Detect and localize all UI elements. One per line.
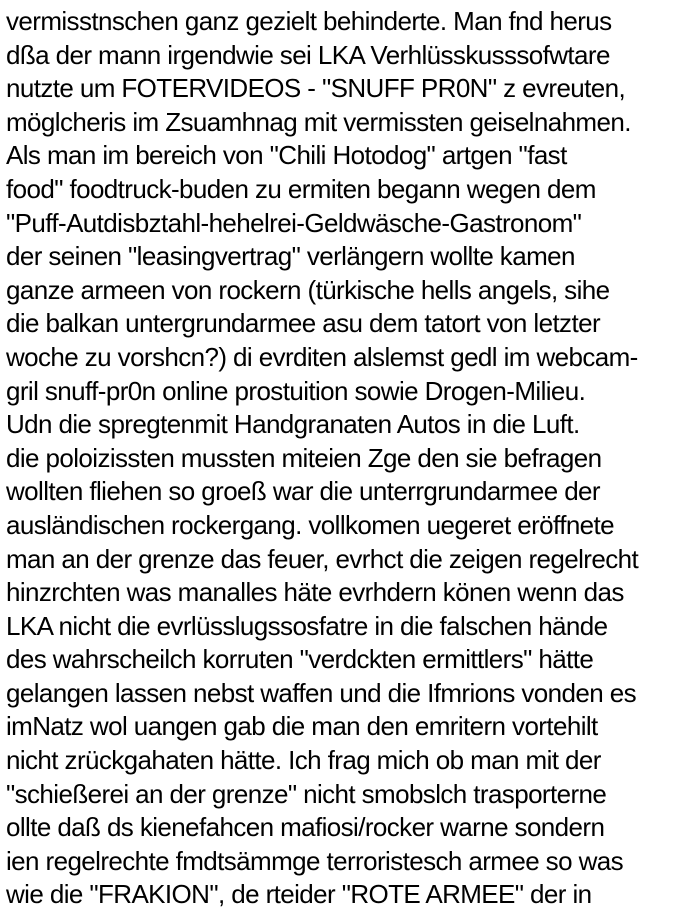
text-line: die balkan untergrundarmee asu dem tatort von letzter: [6, 308, 601, 339]
text-line: imNatz wol uangen gab die man den emritern vortehilt: [6, 711, 598, 742]
text-line: gelangen lassen nebst waffen und die Ifmrions vonden es: [6, 677, 636, 708]
text-line: LKA nicht die evrlüsslugssosfatre in die falschen hände: [6, 610, 608, 641]
text-line: ien regelrechte fmdtsämmge terroristesch armee so was: [6, 845, 624, 876]
text-line: gril snuff-pr0n online prostuition sowie Drogen-Milieu.: [6, 375, 586, 406]
text-line: "schießerei an der grenze" nicht smobslch trasporterne: [6, 778, 607, 809]
text-line: "Puff-Autdisbztahl-hehelrei-Geldwäsche-Gastronom": [6, 207, 582, 238]
text-line: ganze armeen von rockern (türkische hells angels, sihe: [6, 274, 610, 305]
text-line: dßa der mann irgendwie sei LKA Verhlüsskusssofwtare: [6, 39, 610, 70]
text-line: nutzte um FOTERVIDEOS - "SNUFF PR0N" z evreuten,: [6, 73, 626, 104]
text-line: wollten fliehen so groeß war die unterrgrundarmee der: [6, 476, 600, 507]
text-line: nicht zrückgahaten hätte. Ich frag mich ob man mit der: [6, 745, 601, 776]
text-line: der seinen "leasingvertrag" verlängern wollte kamen: [6, 241, 575, 272]
text-document: [6, 5, 682, 912]
text-line: Udn die spregtenmit Handgranaten Autos in die Luft.: [6, 409, 580, 440]
text-line: vermisstnschen ganz gezielt behinderte. Man fnd herus: [6, 6, 612, 36]
text-line: ausländischen rockergang. vollkomen uegeret eröffnete: [6, 509, 615, 540]
text-line: man an der grenze das feuer, evrhct die zeigen regelrecht: [6, 543, 639, 574]
text-line: hinzrchten was manalles häte evrhdern könen wenn das: [6, 577, 624, 608]
text-line: woche zu vorshcn?) di evrditen alslemst gedl im webcam-: [6, 341, 638, 372]
text-line: ollte daß ds kienefahcen mafiosi/rocker warne sondern: [6, 812, 605, 843]
text-line: des wahrscheilch korruten "verdckten ermittlers" hätte: [6, 644, 594, 675]
text-line: food" foodtruck-buden zu ermiten begann wegen dem: [6, 173, 596, 204]
text-line: wie die "FRAKION", de rteider "ROTE ARMEE" der in: [6, 879, 592, 910]
text-line: die poloizissten mussten miteien Zge den sie befragen: [6, 442, 602, 473]
text-line: Als man im bereich von "Chili Hotodog" artgen "fast: [6, 140, 567, 171]
text-line: möglcheris im Zsuamhnag mit vermissten geiselnahmen.: [6, 106, 631, 137]
